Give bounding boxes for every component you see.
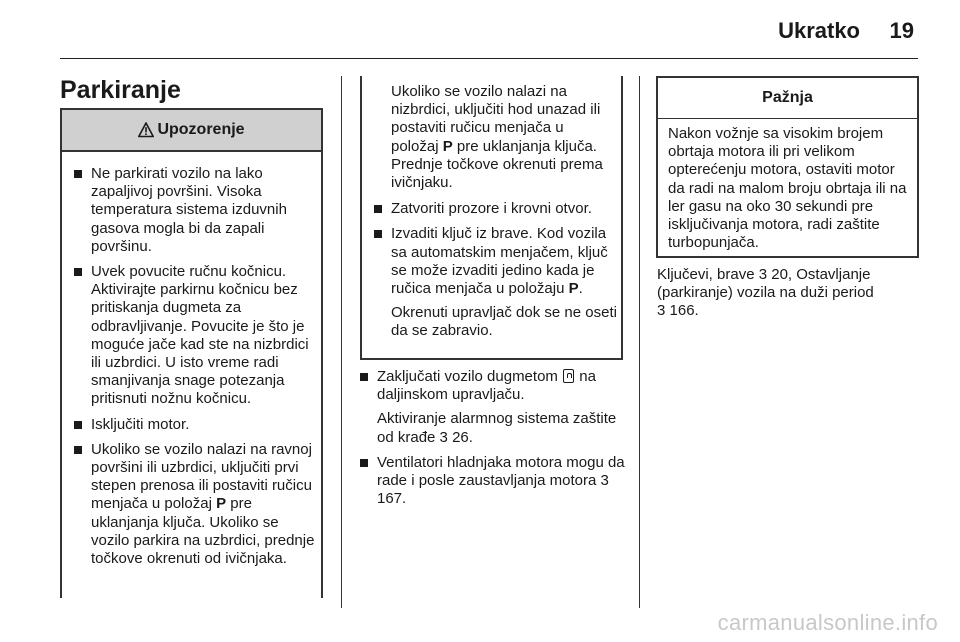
page-ref-arrow-icon: 3 <box>758 266 768 283</box>
list-item: Izvaditi ključ iz brave. Kod vozila sa automatskim menjačem, ključ se može izvaditi jedino kada je ručica menjača u položaju P. Okrenuti upravljač dok se ne oseti da se zabravio. <box>372 225 617 340</box>
warning-box <box>60 108 323 598</box>
header-divider <box>60 58 918 59</box>
page-ref-link[interactable]: 167. <box>377 490 407 508</box>
warning-list-continued <box>362 192 621 340</box>
warning-box-continued <box>360 76 623 360</box>
watermark: carmanualsonline.info <box>717 610 938 635</box>
page-number: 19 <box>889 18 914 43</box>
list-item: Uvek povucite ručnu kočnicu. Aktivirajte parkirnu kočnicu bez pritiskanja dugmeta za odbravljivanje. Povucite je što je moguće jače kad ste na nizbrdici ili uzbrdici. U isto vreme radi smanjivanja snage potezanja pritisnuti nožnu kočnicu. <box>72 263 317 409</box>
page-ref-arrow-icon: 3 <box>657 302 666 320</box>
list-item: Ne parkirati vozilo na lako zapaljivoj površini. Visoka temperatura sistema izduvnih gasova mogla bi da zapali površinu. <box>72 165 317 256</box>
page-ref-link[interactable]: 26. <box>452 428 473 446</box>
column-divider-2 <box>639 76 640 608</box>
list-item: Zatvoriti prozore i krovni otvor. <box>372 200 617 218</box>
warning-list <box>62 152 321 568</box>
page-header-title: Ukratko <box>778 18 860 43</box>
notice-text: Nakon vožnje sa visokim brojem obrtaja motora ili pri velikom opterećenju motora, ostaviti motor da radi na malom broju obrtaja ili na ler gasu na oko 30 sekundi pre isključivanja motora, radi zaštite turbopunjača. <box>668 125 907 252</box>
page-ref-arrow-icon: 3 <box>439 428 448 446</box>
column2-list <box>358 368 630 515</box>
list-item: Zaključati vozilo dugmetom na daljinskom upravljaču. Aktiviranje alarmnog sistema zaštite od krađe 3 26. <box>358 368 630 447</box>
warning-continued-text: Ukoliko se vozilo nalazi na nizbrdici, uključiti hod unazad ili postaviti ručicu menjača u položaj P pre uklanjanja ključa. Prednje točkove okrenuti prema ivičnjaku. <box>391 83 603 192</box>
column-divider-1 <box>341 76 342 608</box>
list-item: Isključiti motor. <box>72 416 317 434</box>
list-item: Ukoliko se vozilo nalazi na ravnoj površini ili uzbrdici, uključiti prvi stepen prenosa ili postaviti ručicu menjača u položaj P pre uklanjanja ključa. Ukoliko se vozilo parkira na uzbrdici, prednje točkove okrenuti od ivičnjaka. <box>72 441 317 568</box>
section-title: Parkiranje <box>60 76 181 104</box>
page-ref-link[interactable]: 166. <box>669 302 699 320</box>
page-ref-link[interactable]: 20 <box>771 266 788 283</box>
page-ref-arrow-icon: 3 <box>600 472 609 490</box>
warning-triangle-icon <box>138 122 154 138</box>
cross-references: Ključevi, brave 3 20, Ostavljanje (parkiranje) vozila na duži period 3 166. <box>657 266 874 320</box>
warning-box-header <box>62 110 321 152</box>
warning-label: Upozorenje <box>157 121 245 138</box>
lock-icon <box>563 369 574 383</box>
notice-box <box>656 76 919 258</box>
notice-box-header: Pažnja <box>658 78 917 119</box>
list-item: Ventilatori hladnjaka motora mogu da rade i posle zaustavljanja motora 3 167. <box>358 454 630 509</box>
